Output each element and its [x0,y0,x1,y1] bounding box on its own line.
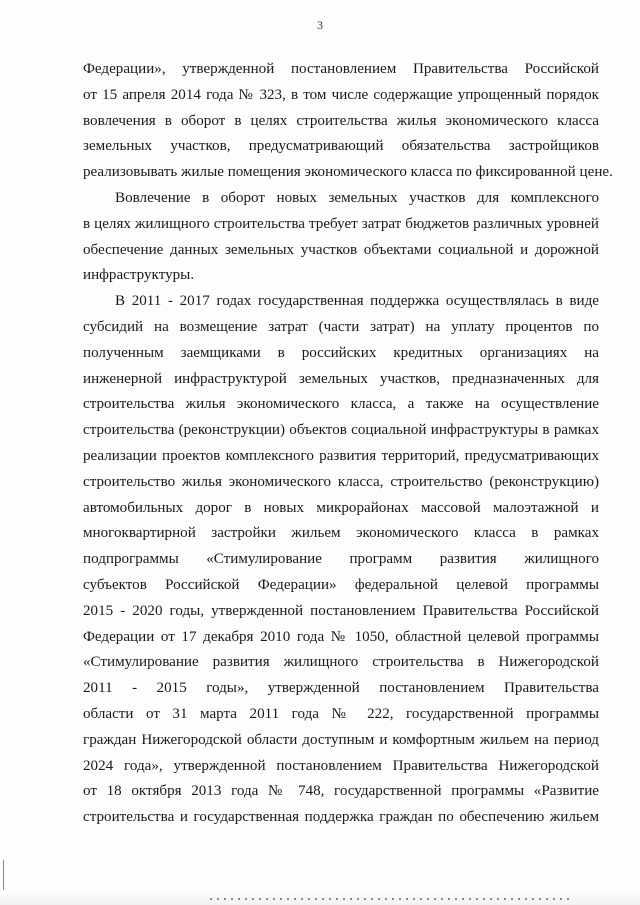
scan-artifact-bottom [210,898,570,900]
text-line: строительство жилья экономического класса, строительство (реконструкцию) [83,473,599,490]
text-line: субсидий на возмещение затрат (части затрат) на уплату процентов по [83,318,599,335]
text-line: 2024 года», утвержденной постановлением Правительства Нижегородской [83,757,599,774]
text-line: от 15 апреля 2014 года № 323, в том числе содержащие упрощенный порядок [83,86,599,103]
text-line: земельных участков, предусматривающий обязательства застройщиков [83,138,599,155]
text-line: граждан Нижегородской области доступным и комфортным жильем на период [83,731,599,748]
text-line: инженерной инфраструктурой земельных участков, предназначенных для [83,370,599,387]
text-line: инфраструктуры. [83,267,195,284]
text-line: обеспечение данных земельных участков объектами социальной и дорожной [83,241,599,258]
text-line: 2011 - 2015 годы», утвержденной постановлением Правительства [83,680,599,697]
text-line: строительства (реконструкции) объектов социальной инфраструктуры в рамках [83,422,599,439]
text-line: вовлечения в оборот в целях строительства жилья экономического класса [83,112,599,129]
text-line: от 18 октября 2013 года № 748, государственной программы «Развитие [83,783,599,800]
text-line: многоквартирной застройки жильем экономического класса в рамках [83,525,599,542]
text-line: области от 31 марта 2011 года № 222, государственной программы [83,705,599,722]
text-line: строительства и государственная поддержка граждан по обеспечению жильем [83,809,599,826]
text-line: В 2011 - 2017 годах государственная поддержка осуществлялась в виде [115,293,599,310]
text-line: субъектов Российской Федерации» федеральной целевой программы [83,576,599,593]
text-line: реализовывать жилые помещения экономического класса по фиксированной цене. [83,164,613,181]
body-text [83,57,613,831]
text-line: полученным заемщиками в российских кредитных организациях на [83,344,599,361]
text-line: автомобильных дорог в новых микрорайонах массовой малоэтажной и [83,499,599,516]
text-line: «Стимулирование развития жилищного строительства в Нижегородской [83,654,599,671]
page-number: 3 [317,18,323,32]
text-line: Федерации от 17 декабря 2010 года № 1050, областной целевой программы [83,628,599,645]
text-line: подпрограммы «Стимулирование программ развития жилищного [83,551,599,568]
text-line: в целях жилищного строительства требует затрат бюджетов различных уровней [83,215,599,232]
text-line: реализации проектов комплексного развития территорий, предусматривающих [83,447,599,464]
text-line: строительства жилья экономического класса, а также на осуществление [83,396,599,413]
text-line: 2015 - 2020 годы, утвержденной постановлением Правительства Российской [83,602,599,619]
text-line: Федерации», утвержденной постановлением Правительства Российской [83,61,599,77]
text-line: Вовлечение в оборот новых земельных участков для комплексного [115,189,599,206]
